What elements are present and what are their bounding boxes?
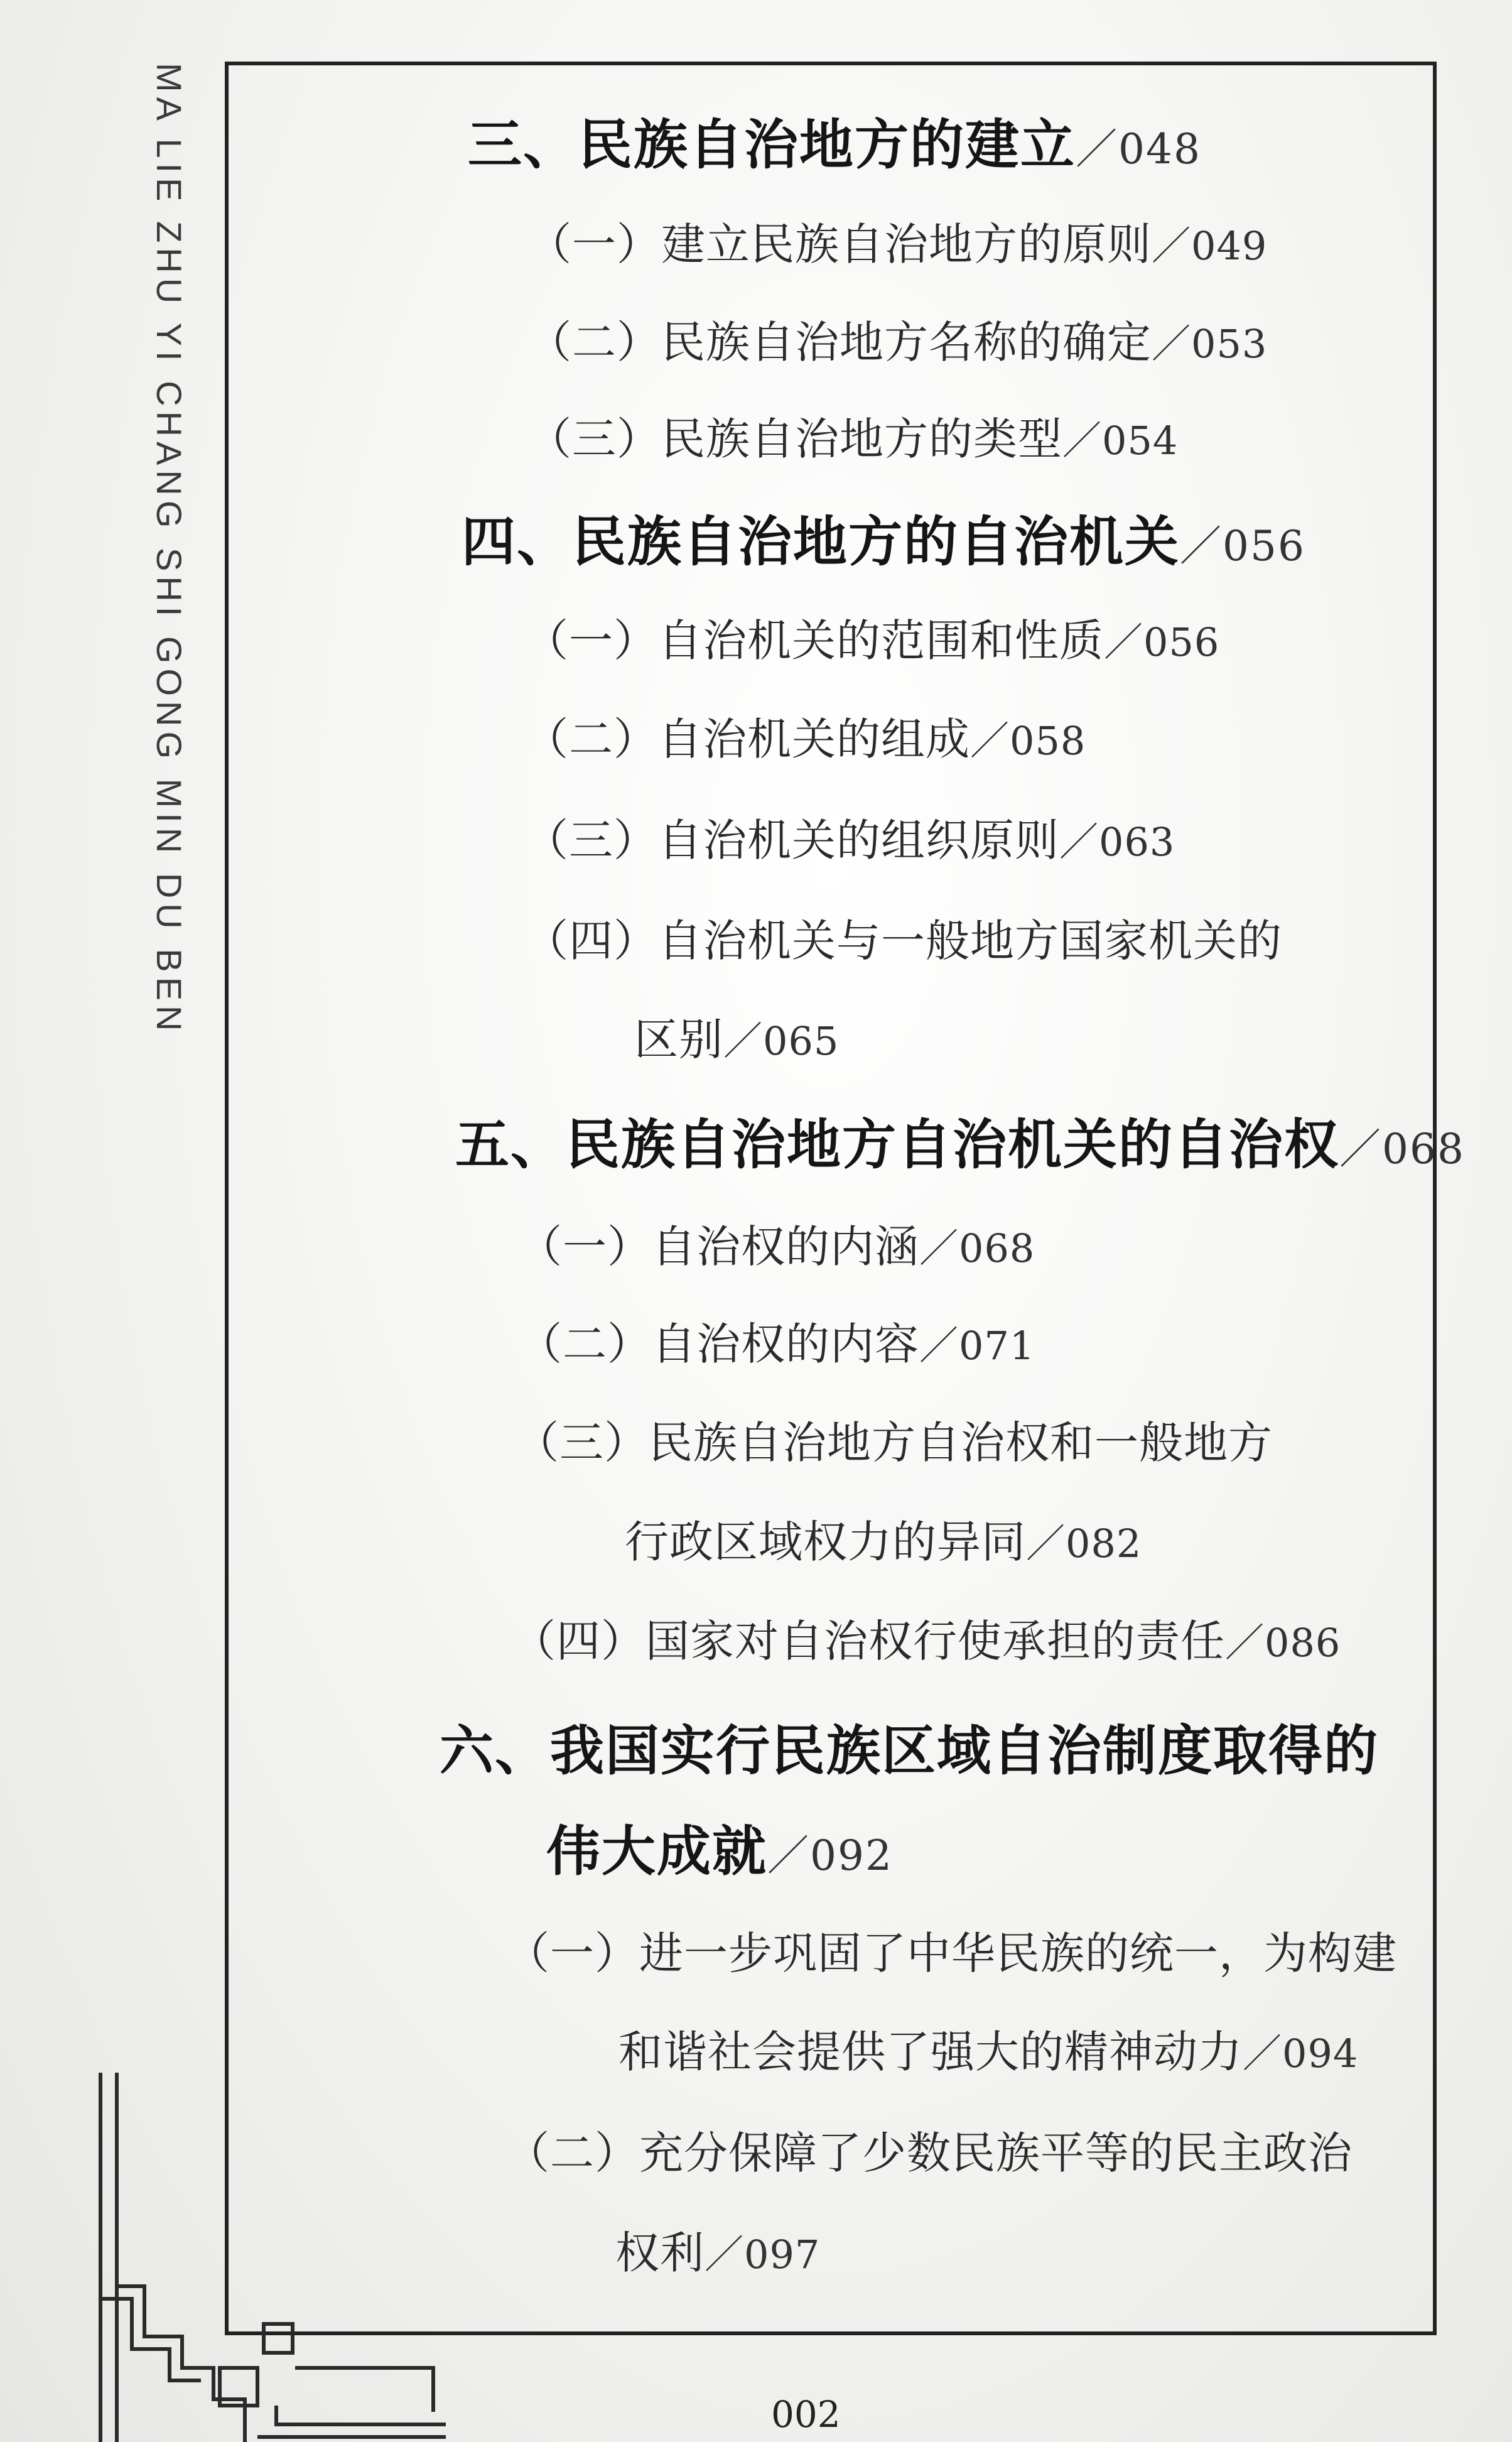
- toc-text: 和谐社会提供了强大的精神动力: [618, 2026, 1243, 2078]
- corner-ornament: [94, 2073, 446, 2442]
- toc-subsection: [524, 815, 1175, 866]
- toc-section-6-cont: [546, 1820, 893, 1883]
- toc-text: 权利: [615, 2227, 705, 2279]
- toc-subsection: [527, 219, 1268, 270]
- toc-subsection-cont: [615, 2227, 821, 2279]
- toc-page: ／058: [970, 718, 1086, 764]
- toc-subsection: [505, 1928, 1397, 1979]
- toc-text: （二）自治机关的组成: [524, 714, 970, 765]
- toc-page: ／092: [767, 1832, 893, 1880]
- toc-subsection: [505, 2127, 1353, 2179]
- toc-text: （一）建立民族自治地方的原则: [527, 219, 1152, 270]
- toc-page: ／065: [723, 1018, 840, 1064]
- toc-page: ／086: [1225, 1620, 1341, 1666]
- toc-subsection-cont: [634, 1014, 840, 1065]
- toc-text: 行政区域权力的异同: [625, 1516, 1026, 1568]
- page-number: 002: [771, 2393, 841, 2436]
- toc-subsection: [518, 1318, 1035, 1370]
- toc-text: （二）充分保障了少数民族平等的民主政治: [505, 2127, 1353, 2179]
- toc-subsection-cont: [625, 1516, 1142, 1568]
- toc-text: 六、我国实行民族区域自治制度取得的: [440, 1719, 1379, 1783]
- content-frame: [225, 62, 1437, 2335]
- toc-subsection: [518, 1221, 1035, 1273]
- toc-page: ／068: [1339, 1125, 1465, 1173]
- toc-text: （三）民族自治地方的类型: [527, 413, 1062, 465]
- toc-text: 伟大成就: [546, 1820, 767, 1883]
- toc-page: ／063: [1059, 819, 1175, 865]
- toc-page: ／094: [1243, 2031, 1359, 2076]
- toc-page: ／053: [1152, 321, 1268, 367]
- toc-text: 五、民族自治地方自治机关的自治权: [455, 1113, 1339, 1176]
- toc-section-3: [468, 113, 1201, 176]
- toc-subsection: [524, 915, 1282, 967]
- toc-subsection: [524, 615, 1220, 666]
- toc-subsection: [524, 714, 1086, 765]
- toc-section-4: [462, 510, 1305, 573]
- toc-section-5: [455, 1113, 1465, 1176]
- series-title-vertical: MA LIE ZHU YI CHANG SHI GONG MIN DU BEN: [149, 63, 189, 1036]
- toc-text: （三）民族自治地方自治权和一般地方: [515, 1417, 1273, 1468]
- toc-page: ／082: [1026, 1521, 1142, 1566]
- toc-page: ／056: [1180, 522, 1305, 570]
- toc-text: 四、民族自治地方的自治机关: [462, 510, 1180, 573]
- toc-subsection-cont: [618, 2026, 1359, 2078]
- toc-page: ／068: [919, 1225, 1035, 1271]
- toc-text: （四）国家对自治权行使承担的责任: [512, 1615, 1225, 1667]
- toc-section-6: [440, 1719, 1379, 1783]
- toc-subsection: [527, 317, 1268, 368]
- toc-page: ／056: [1104, 619, 1220, 665]
- toc-page: ／049: [1152, 223, 1268, 269]
- toc-subsection: [527, 413, 1179, 465]
- toc-text: （一）进一步巩固了中华民族的统一，为构建: [505, 1928, 1397, 1979]
- toc-text: （四）自治机关与一般地方国家机关的: [524, 915, 1282, 967]
- toc-subsection: [512, 1615, 1341, 1667]
- toc-text: （二）自治权的内容: [518, 1318, 919, 1370]
- toc-text: （二）民族自治地方名称的确定: [527, 317, 1152, 368]
- toc-page: ／054: [1062, 418, 1179, 464]
- toc-text: 三、民族自治地方的建立: [468, 113, 1076, 176]
- toc-page: ／071: [919, 1323, 1035, 1369]
- toc-page: ／097: [705, 2232, 821, 2277]
- toc-subsection: [515, 1417, 1273, 1468]
- toc-page: ／048: [1076, 125, 1201, 173]
- toc-text: （一）自治机关的范围和性质: [524, 615, 1104, 666]
- toc-text: （三）自治机关的组织原则: [524, 815, 1059, 866]
- toc-text: 区别: [634, 1014, 723, 1065]
- toc-text: （一）自治权的内涵: [518, 1221, 919, 1273]
